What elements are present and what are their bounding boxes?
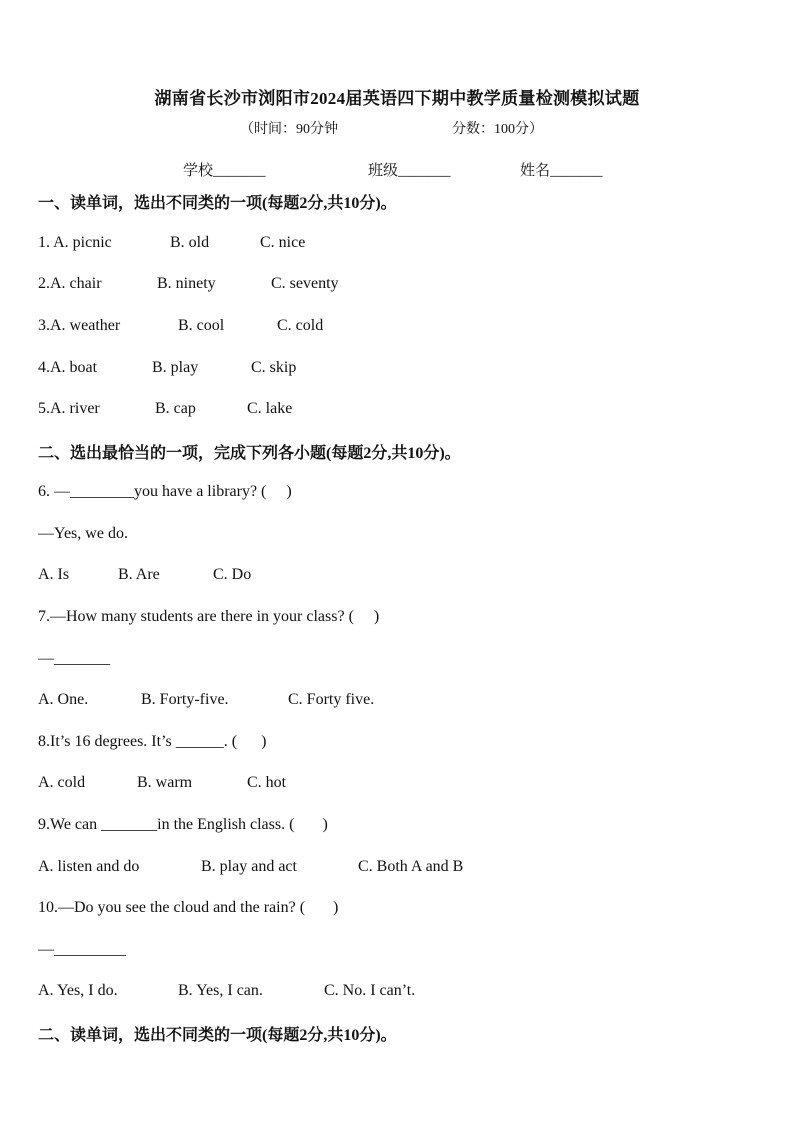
q6-option-c: C. Do: [213, 566, 252, 583]
q10-stem: 10.—Do you see the cloud and the rain? ( ): [38, 899, 339, 916]
q10-option-c: C. No. I can’t.: [324, 982, 416, 999]
q7-option-c: C. Forty five.: [288, 691, 375, 708]
q6-option-a: A. Is: [38, 566, 70, 583]
q5-option-c: C. lake: [247, 400, 293, 417]
q4-option-b: B. play: [152, 359, 199, 376]
q9-option-a: A. listen and do: [38, 858, 140, 875]
class-field: 班级_______: [368, 163, 451, 179]
exam-time: （时间：90分钟: [240, 122, 338, 137]
q7-answer-line: —_______: [38, 650, 110, 667]
q10-answer-line: —_________: [38, 941, 126, 958]
q9-option-b: B. play and act: [201, 858, 297, 875]
q9-stem: 9.We can _______in the English class. ( ): [38, 816, 328, 833]
q3-option-b: B. cool: [178, 317, 225, 334]
q8-option-a: A. cold: [38, 774, 86, 791]
q1-option-a: 1. A. picnic: [38, 234, 112, 251]
q7-option-a: A. One.: [38, 691, 89, 708]
section-heading-2: 二、选出最恰当的一项，完成下列各小题(每题2分,共10分)。: [38, 445, 461, 462]
q6-answer-line: —Yes, we do.: [38, 525, 128, 542]
school-field: 学校_______: [183, 163, 266, 179]
section-heading-3: 二、读单词，选出不同类的一项(每题2分,共10分)。: [38, 1027, 397, 1044]
q1-option-c: C. nice: [260, 234, 306, 251]
exam-score: 分数：100分）: [452, 122, 543, 137]
section-heading-1: 一、读单词，选出不同类的一项(每题2分,共10分)。: [38, 195, 397, 212]
q7-stem: 7.—How many students are there in your class? ( ): [38, 608, 380, 625]
q2-option-b: B. ninety: [157, 275, 216, 292]
q4-option-a: 4.A. boat: [38, 359, 98, 376]
q1-option-b: B. old: [170, 234, 210, 251]
q10-option-a: A. Yes, I do.: [38, 982, 118, 999]
q2-option-c: C. seventy: [271, 275, 339, 292]
q10-option-b: B. Yes, I can.: [178, 982, 263, 999]
q6-stem: 6. —________you have a library? ( ): [38, 483, 292, 500]
q6-option-b: B. Are: [118, 566, 160, 583]
q8-option-b: B. warm: [137, 774, 193, 791]
q3-option-c: C. cold: [277, 317, 324, 334]
q8-option-c: C. hot: [247, 774, 287, 791]
q4-option-c: C. skip: [251, 359, 297, 376]
page-title: 湖南省长沙市浏阳市2024届英语四下期中教学质量检测模拟试题: [154, 89, 640, 108]
q7-option-b: B. Forty-five.: [141, 691, 229, 708]
q2-option-a: 2.A. chair: [38, 275, 102, 292]
name-field: 姓名_______: [520, 163, 603, 179]
q8-stem: 8.It’s 16 degrees. It’s ______. ( ): [38, 733, 267, 750]
q9-option-c: C. Both A and B: [358, 858, 464, 875]
q5-option-a: 5.A. river: [38, 400, 100, 417]
q3-option-a: 3.A. weather: [38, 317, 121, 334]
q5-option-b: B. cap: [155, 400, 196, 417]
